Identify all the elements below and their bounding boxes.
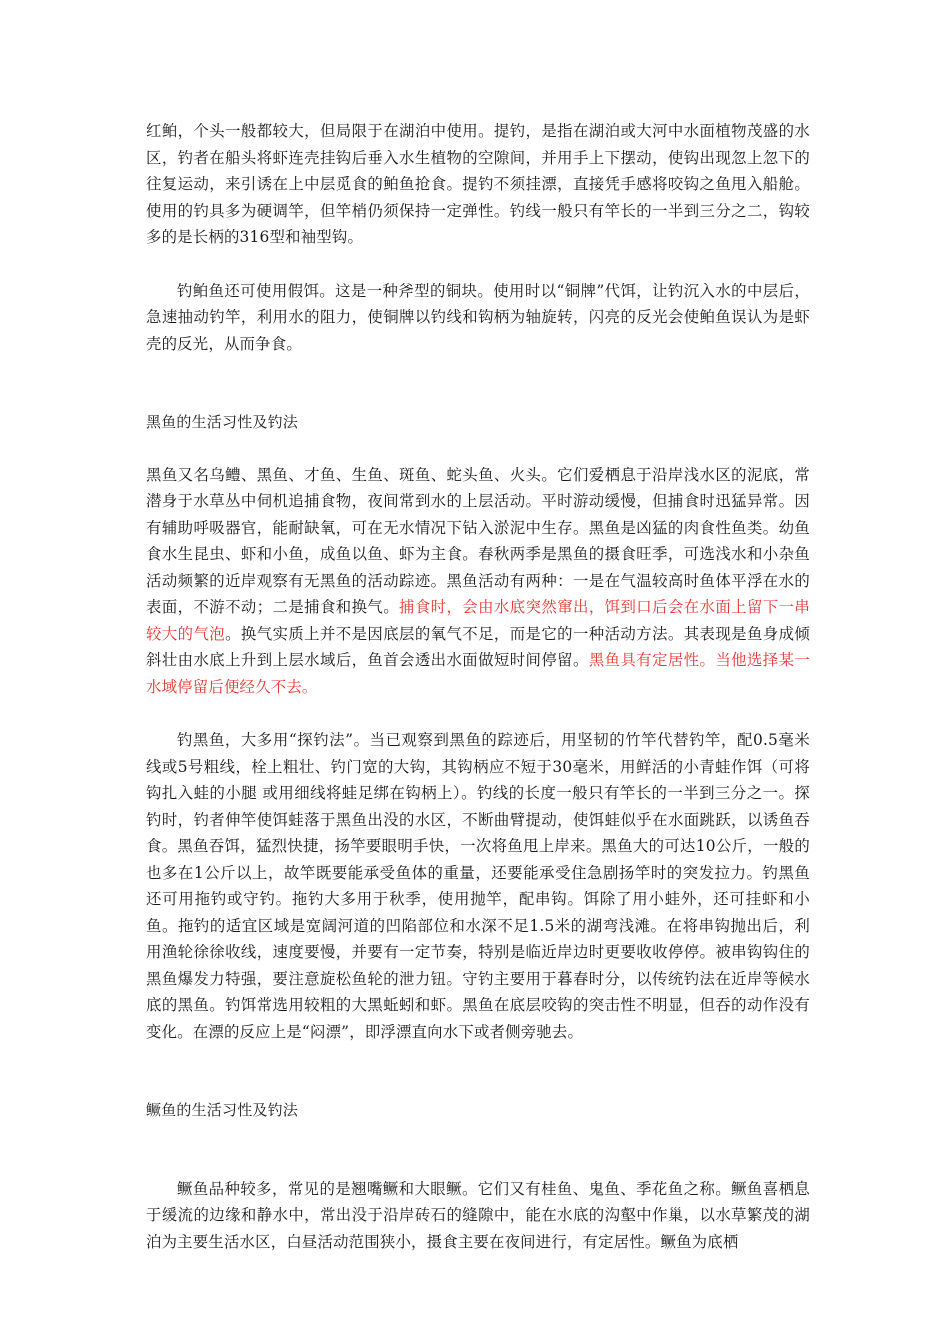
paragraph-bream-lift-fishing: 红鲌，个头一般都较大，但局限于在湖泊中使用。提钓，是指在湖泊或大河中水面植物茂盛的水区，钓者在船头将虾连壳挂钩后垂入水生植物的空隙间，并用手上下摆动，使钩出现忽上忽下的往复运动，来引诱在上中层觅食的鲌鱼抢食。提钓不须挂漂，直接凭手感将咬钩之鱼甩入船舱。使用的钓具多为硬调竿，但竿梢仍须保持一定弹性。钓线一般只有竿长的一半到三分之二，钩较多的是长柄的316型和袖型钩。 [146,122,810,246]
snakehead-habits-text-2: 。换气实质上并不是因底层的氧气不足，而是它的一种活动方法。其表现是鱼身成倾斜壮由水底上升到上层水域后，鱼首会透出水面做短时间停留。 [146,624,810,669]
paragraph-bream-lure: 钓鲌鱼还可使用假饵。这是一种斧型的铜块。使用时以“铜牌”代饵，让钓沉入水的中层后，急速抽动钓竿，利用水的阻力，使铜牌以钓线和钩柄为轴旋转，闪亮的反光会使鲌鱼误认为是虾壳的反光，从而争食。 [146,281,810,353]
section-heading-snakehead: 黑鱼的生活习性及钓法 [146,413,299,431]
document-page [146,118,810,1282]
paragraph-snakehead-fishing: 钓黑鱼，大多用“探钓法”。当已观察到黑鱼的踪迹后，用坚韧的竹竿代替钓竿，配0.5毫米线或5号粗线，栓上粗壮、钓门宽的大钩，其钩柄应不短于30毫米，用鲜活的小青蛙作饵（可将钩扎入蛙的小腿 或用细线将蛙足绑在钩柄上）。钓线的长度一般只有竿长的一半到三分之一。探钓时，钓者伸竿使饵蛙落于黑鱼出没的水区，不断曲臂提动，使饵蛙似乎在水面跳跃，以诱鱼吞食。黑鱼吞饵，猛烈快捷，扬竿要眼明手快，一次将鱼甩上岸来。黑鱼大的可达10公斤，一般的也多在1公斤以上，故竿既要能承受鱼体的重量，还要能承受住急剧扬竿时的突发拉力。钓黑鱼还可用拖钓或守钓。拖钓大多用于秋季，使用抛竿，配串钩。饵除了用小蛙外，还可挂虾和小鱼。拖钓的适宜区域是宽阔河道的凹陷部位和水深不足1.5米的湖弯浅滩。在将串钩抛出后，利用渔轮徐徐收线，速度要慢，并要有一定节奏，特别是临近岸边时更要收收停停。被串钩钩住的黑鱼爆发力特强，要注意旋松鱼轮的泄力钮。守钓主要用于暮春时分，以传统钓法在近岸等候水底的黑鱼。钓饵常选用较粗的大黑蚯蚓和虾。黑鱼在底层咬钩的突击性不明显，但吞的动作没有变化。在漂的反应上是“闷漂”，即浮漂直向水下或者侧旁驰去。 [146,731,810,1041]
section-heading-mandarin-fish: 鳜鱼的生活习性及钓法 [146,1101,299,1119]
paragraph-mandarin-fish-habits: 鳜鱼品种较多，常见的是翘嘴鳜和大眼鳜。它们又有桂鱼、鬼鱼、季花鱼之称。鳜鱼喜栖息于缓流的边缘和静水中，常出没于沿岸砖石的缝隙中，能在水底的沟壑中作巢，以水草繁茂的湖泊为主要生活水区，白昼活动范围狭小，摄食主要在夜间进行，有定居性。鳜鱼为底栖 [146,1179,810,1251]
highlight-territorial: 黑鱼具有定居性。当他选择某一水域停留后便经久不去。 [146,651,810,696]
snakehead-habits-text: 黑鱼又名乌鳢、黑鱼、才鱼、生鱼、斑鱼、蛇头鱼、火头。它们爱栖息于沿岸浅水区的泥底，常潜身于水草丛中伺机追捕食物，夜间常到水的上层活动。平时游动缓慢，但捕食时迅猛异常。因有辅助呼吸器官，能耐缺氧，可在无水情况下钻入淤泥中生存。黑鱼是凶猛的肉食性鱼类。幼鱼食水生昆虫、虾和小鱼，成鱼以鱼、虾为主食。春秋两季是黑鱼的摄食旺季，可选浅水和小杂鱼活动频繁的近岸观察有无黑鱼的活动踪迹。黑鱼活动有两种：一是在气温较高时鱼体平浮在水的表面，不游不动；二是捕食和换气。 [146,465,810,616]
paragraph-snakehead-habits [146,462,810,701]
highlight-feeding-bubbles: 捕食时，会由水底突然窜出，饵到口后会在水面上留下一串较大的气泡 [146,598,811,643]
